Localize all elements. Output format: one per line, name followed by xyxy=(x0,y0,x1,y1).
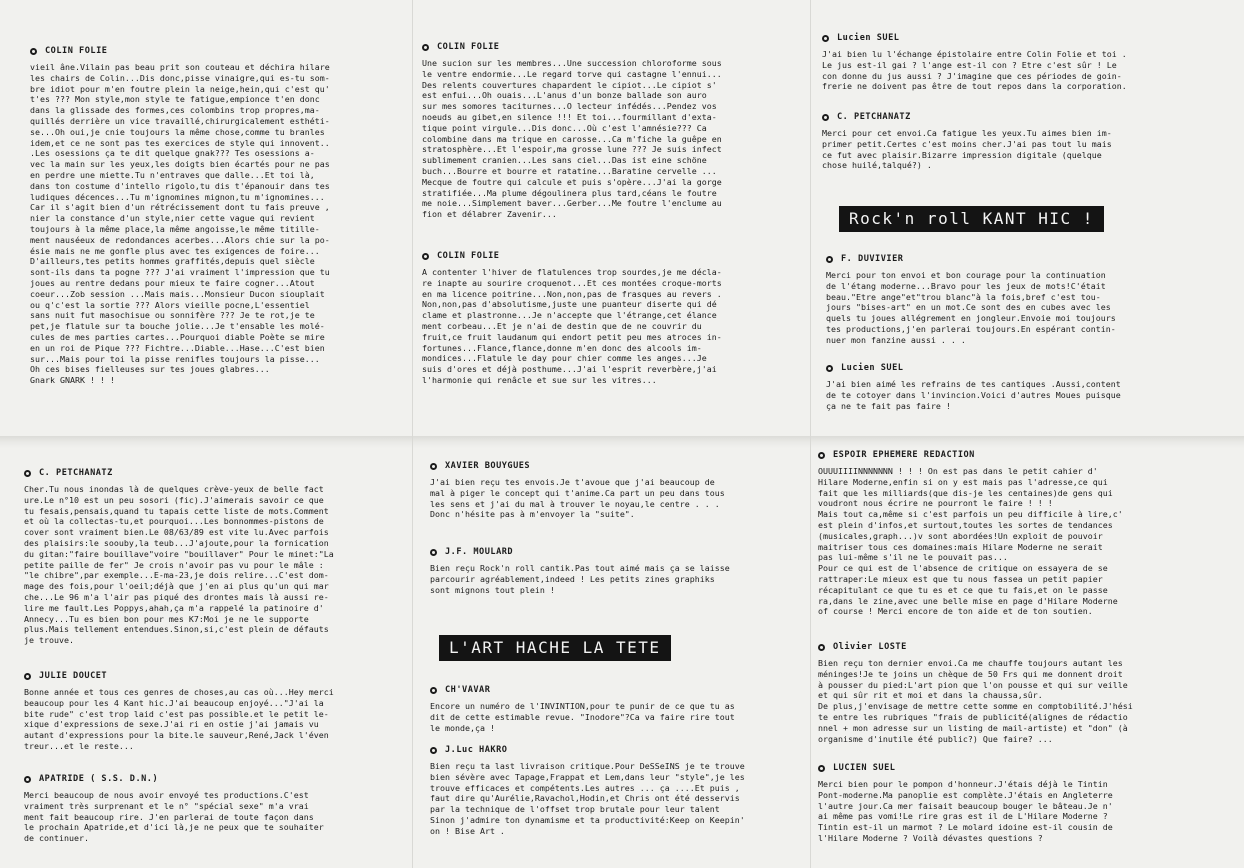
letter-text-line: ludiques décences...Tu m'ignomines mignon,tu m'ignomines... xyxy=(30,191,325,202)
letter-body xyxy=(826,270,1116,346)
letter-body xyxy=(430,477,725,520)
letter-text-line: les chairs de Colin...Dis donc,pisse vinaigre,qui es-tu som- xyxy=(30,72,330,83)
letter-text-line: De plus,j'envisage de mettre cette somme en comptobilité.J'hési xyxy=(818,701,1133,712)
bullet-circle-icon xyxy=(826,256,833,263)
letter-text-line: de continuer. xyxy=(24,833,89,844)
letter-body xyxy=(818,658,1133,744)
letter-text-line: bre idiot pour m'en foutre plein la neige,hein,qui c'est qu' xyxy=(30,83,330,94)
letter-text-line: toujours à la même place,la même angoisse,le même titille- xyxy=(30,223,320,234)
letter-text-line: xique d'expressions de sexe.J'ai ri en ostie j'ai jamais vu xyxy=(24,719,319,730)
entry-header xyxy=(24,466,334,480)
letter-text-line: nnel + mon adresse sur un listing de mail-artiste) et "don" (à xyxy=(818,722,1128,733)
letter-text-line: Encore un numéro de l'INVINTION,pour te punir de ce que tu as xyxy=(430,701,735,711)
letter-text-line: et qui sûr rit et moi et dans la chaussa,sûr. xyxy=(818,690,1043,701)
letter-text-line: fion et délabrer Zavenir... xyxy=(422,209,557,220)
bullet-circle-icon xyxy=(422,44,429,51)
correspondent-name: APATRIDE ( S.S. D.N.) xyxy=(39,774,159,784)
bullet-circle-icon xyxy=(30,48,37,55)
letter-body xyxy=(430,701,735,733)
letter-text-line: ésie mais ne me gonfle plus avec tes exigences de foire... xyxy=(30,245,320,256)
letter-text-line: J'ai bien lu l'échange épistolaire entre Colin Folie et toi . xyxy=(822,49,1127,59)
letter-text-line: bien sévère avec Tapage,Frappat et Lem,dans leur "style",je les xyxy=(430,771,745,782)
letter-text-line: nier la constance d'un style,nier cette vague qui revient xyxy=(30,213,315,224)
letter-body xyxy=(430,563,730,595)
letter-text-line: of course ! Merci encore de ton aide et de ton soutien. xyxy=(818,606,1093,617)
letter-text-line: primer petit.Certes c'est moins cher.J'ai pas tout lu mais xyxy=(822,138,1112,149)
letter-text-line: vieil âne.Vilain pas beau prit son couteau et déchira hilare xyxy=(30,62,330,72)
entry-header xyxy=(430,683,735,697)
letter-body xyxy=(30,62,330,386)
letter-text-line: en ma licence poitrine...Non,non,pas de frasques au revers . xyxy=(422,288,722,299)
letter-text-line: des plaisirs:le soouby,la teub...J'ajoute,pour la fornication xyxy=(24,537,329,548)
correspondent-name: ESPOIR EPHEMERE REDACTION xyxy=(833,450,975,460)
letter-entry xyxy=(826,361,1121,411)
letter-text-line: OUUUIIIINNNNNNN ! ! ! On est pas dans le petit cahier d' xyxy=(818,466,1098,476)
letter-text-line: le ventre endormie...Le regard torve qui castagne l'ennui... xyxy=(422,68,722,79)
letter-text-line: en un roi de Pique ??? Fichtre...Diable...Hase...C'est bien xyxy=(30,342,325,353)
letter-text-line: maitriser tous ces domaines:mais Hilare Moderne ne serait xyxy=(818,541,1103,552)
correspondent-name: LUCIEN SUEL xyxy=(833,763,896,773)
entry-header xyxy=(822,31,1127,45)
letter-text-line: l'autre jour.Ca mer faisait beaucoup bouger le bâteau.Je n' xyxy=(818,800,1113,811)
letter-text-line: autant d'expressions pour la bite.le sauveur,René,Jack l'éven xyxy=(24,730,329,741)
letter-text-line: A contenter l'hiver de flatulences trop sourdes,je me décla- xyxy=(422,267,722,277)
correspondent-name: COLIN FOLIE xyxy=(437,42,500,52)
letter-text-line: te entre les rubriques "frais de publicité(alignes de rédactio xyxy=(818,711,1128,722)
letter-text-line: bite rude" c'est trop laid c'est pas possible.et le petit le- xyxy=(24,708,329,719)
letter-text-line: stratosphère...Et l'espoir,ma grosse lune ??? Je suis infect xyxy=(422,144,722,155)
letter-text-line: re inapte au sourire croquenot...Et ces montées croque-morts xyxy=(422,277,722,288)
letter-text-line: trouve efficaces et compétents.Les autres ... ça ....Et puis , xyxy=(430,782,740,793)
letter-text-line: .Les osessions ça te dit quelque gnak??? Tes osessions a- xyxy=(30,148,315,159)
letter-text-line: dans ton costume d'intello rigolo,tu dis t'épanouir dans tes xyxy=(30,180,330,191)
letter-text-line: pet,je flatule sur ta bouche jolie...Je t'ensable les molé- xyxy=(30,321,325,332)
letter-entry xyxy=(430,459,725,520)
correspondent-name: C. PETCHANATZ xyxy=(837,112,911,122)
bullet-circle-icon xyxy=(818,765,825,772)
letter-text-line: l'Hilare Moderne ? Voilà dévastes questions ? xyxy=(818,832,1043,843)
letter-text-line: ra,dans le zine,avec une belle mise en page d'Hilare Moderne xyxy=(818,595,1118,606)
letter-text-line: Des relents couvertures chapardent le cipiot...Le cipiot s' xyxy=(422,79,717,90)
letter-text-line: tique point virgule...Dis donc...Où c'est l'amnésie??? Ca xyxy=(422,122,707,133)
entry-header xyxy=(818,761,1113,775)
letter-text-line: méninges!Je te joins un chèque de 50 Frs qui me donnent droit xyxy=(818,668,1123,679)
letter-text-line: Merci pour ton envoi et bon courage pour la continuation xyxy=(826,270,1106,280)
letter-body xyxy=(430,761,745,837)
entry-header xyxy=(818,448,1123,462)
letter-text-line: Merci pour cet envoi.Ca fatigue les yeux.Tu aimes bien im- xyxy=(822,128,1112,138)
bullet-circle-icon xyxy=(422,253,429,260)
entry-header xyxy=(422,249,722,263)
letter-text-line: Cher.Tu nous inondas là de quelques crève-yeux de belle fact xyxy=(24,484,324,494)
letter-text-line: ça ne te fait pas faire ! xyxy=(826,400,951,411)
letter-body xyxy=(24,687,334,752)
letter-entry xyxy=(24,466,334,646)
letter-text-line: Oh ces bises fielleuses sur tes joues glabres... xyxy=(30,364,270,375)
letter-text-line: beaucoup pour les 4 Kant hic.J'ai beaucoup enjoyé..."J'ai la xyxy=(24,697,324,708)
correspondent-name: F. DUVIVIER xyxy=(841,254,904,264)
letter-entry xyxy=(822,31,1127,92)
entry-header xyxy=(430,743,745,757)
entry-header xyxy=(24,669,334,683)
correspondent-name: JULIE DOUCET xyxy=(39,671,108,681)
letter-entry xyxy=(24,669,334,752)
letter-text-line: jours "bises-art" en un mot.Ce sont des en cubes avec les xyxy=(826,302,1111,313)
letter-text-line: frerie ne doivent pas être de tout repos dans la corporation. xyxy=(822,81,1127,92)
letter-text-line: cover sont vraiment bien.Le 08/63/89 est vite lu.Avec parfois xyxy=(24,527,329,538)
bullet-circle-icon xyxy=(826,365,833,372)
letter-text-line: plus.Mais tellement entendues.Sinon,si,c'est plein de défauts xyxy=(24,624,329,635)
letter-text-line: dans la glissade des formes,ces colombins trop propres,ma- xyxy=(30,105,320,116)
letter-text-line: vec la main sur les yeux,les doigts bien écartés pour ne pas xyxy=(30,159,330,170)
letter-text-line: Annecy...Tu es bien bon pour mes K7:Moi je ne le supporte xyxy=(24,613,309,624)
letter-entry xyxy=(818,640,1133,744)
letter-entry xyxy=(818,448,1123,617)
letter-body xyxy=(818,779,1113,844)
letter-text-line: joues au rentre dedans pour mieux te faire cogner...Atout xyxy=(30,277,315,288)
letter-text-line: Gnark GNARK ! ! ! xyxy=(30,375,115,386)
letter-text-line: le monde,ça ! xyxy=(430,722,495,733)
entry-header xyxy=(430,545,730,559)
letter-text-line: Bien reçu Rock'n roll cantik.Pas tout aimé mais ça se laisse xyxy=(430,563,730,573)
letter-text-line: Mecque de foutre qui calcule et puis s'opère...J'ai la gorge xyxy=(422,176,722,187)
correspondent-name: J.Luc HAKRO xyxy=(445,745,508,755)
letter-text-line: me noie...Simplement baver...Gerber...Me foutre l'enclume au xyxy=(422,198,722,209)
bullet-circle-icon xyxy=(430,463,437,470)
letter-text-line: mal à piger le concept qui t'anime.Ca part un peu dans tous xyxy=(430,487,725,498)
letter-text-line: Hilare Moderne,enfin si on y est mais pas l'adresse,ce qui xyxy=(818,476,1108,487)
bullet-circle-icon xyxy=(24,470,31,477)
bullet-circle-icon xyxy=(818,644,825,651)
letter-text-line: Donc n'hésite pas à m'envoyer la "suite". xyxy=(430,509,635,520)
bullet-circle-icon xyxy=(822,114,829,121)
letter-text-line: Bien reçu ta last livraison critique.Pour DeSSeINS je te trouve xyxy=(430,761,745,771)
letter-text-line: tu fesais,pensais,quand tu tapais cette liste de mots.Comment xyxy=(24,505,329,516)
correspondent-name: Olivier LOSTE xyxy=(833,642,907,652)
letter-body xyxy=(826,379,1121,411)
letter-text-line: nuer mon fanzine aussi . . . xyxy=(826,334,966,345)
letter-text-line: faut dire qu'Aurélie,Ravachol,Hodin,et Chris ont été desservis xyxy=(430,793,740,804)
letter-text-line: voudront nous écrire ne pourront le faire ! ! ! xyxy=(818,498,1053,509)
letter-text-line: Sinon j'admire ton dynamisme et ta productivité:Keep on Keepin' xyxy=(430,814,745,825)
letter-text-line: stratifiée...Ma plume dégoulinera plus tard,céans le foutre xyxy=(422,187,717,198)
letter-text-line: récapitulant ce que tu es et ce que tu fais,et on le passe xyxy=(818,584,1108,595)
correspondent-name: C. PETCHANATZ xyxy=(39,468,113,478)
letter-entry xyxy=(422,249,722,386)
letter-entry xyxy=(422,40,722,220)
letter-text-line: sur mes somores taciturnes...O lecteur infédés...Pendez vos xyxy=(422,101,717,112)
letter-text-line: cules de mes parties cartes...Pourquoi diable Poète se mire xyxy=(30,331,325,342)
letter-text-line: treur...et le reste... xyxy=(24,740,134,751)
letter-text-line: tes productions,j'en parlerai toujours.En espérant contin- xyxy=(826,323,1116,334)
letter-body xyxy=(822,49,1127,92)
letter-text-line: idem,et ce ne sont pas tes exercices de style qui innovent.. xyxy=(30,137,330,148)
entry-header xyxy=(822,110,1112,124)
letter-text-line: les sens et j'ai du mal à trouver le noyau,le centre . . . xyxy=(430,498,720,509)
letter-text-line: se...Oh oui,je cnie toujours la même chose,comme tu branles xyxy=(30,126,325,137)
column-divider xyxy=(810,0,811,868)
letter-text-line: (musicales,graph...)v sont abordées!Un exploit de pouvoir xyxy=(818,530,1103,541)
letter-text-line: Merci bien pour le pompon d'honneur.J'étais déjà le Tintin xyxy=(818,779,1108,789)
letter-text-line: dit de cette estimable revue. "Inodore"?Ca va faire rire tout xyxy=(430,711,735,722)
letter-text-line: ment nauséeux de redondances acerbes...Alors chie sur la po- xyxy=(30,234,330,245)
letter-entry xyxy=(24,772,324,844)
letter-text-line: Merci beaucoup de nous avoir envoyé tes productions.C'est xyxy=(24,790,309,800)
letter-text-line: D'ailleurs,tes petits hommes graffités,depuis quel siècle xyxy=(30,256,315,267)
letter-text-line: quillés derrière un vice travaillé,chirurgicalement esthéti- xyxy=(30,115,330,126)
letter-text-line: che...Le 96 m'a l'air pas piqué des drontes mais là aussi re- xyxy=(24,591,329,602)
art-banner: L'ART HACHE LA TETE xyxy=(439,635,671,661)
letter-entry xyxy=(822,110,1112,171)
letter-text-line: J'ai bien aimé les refrains de tes cantiques .Aussi,content xyxy=(826,379,1121,389)
letter-text-line: fait que les milliards(que dis-je les centaines)de gens qui xyxy=(818,487,1113,498)
bullet-circle-icon xyxy=(430,747,437,754)
letter-entry xyxy=(818,761,1113,844)
correspondent-name: Lucien SUEL xyxy=(841,363,904,373)
letter-text-line: est plein d'infos,et surtout,toutes les sortes de tendances xyxy=(818,519,1113,530)
correspondent-name: COLIN FOLIE xyxy=(437,251,500,261)
letter-text-line: Le jus est-il gai ? l'ange est-il con ? Etre c'est sûr ! Le xyxy=(822,59,1117,70)
entry-header xyxy=(826,361,1121,375)
letter-text-line: beau."Etre ange"et"trou blanc"à la fois,bref c'est tou- xyxy=(826,291,1101,302)
letter-text-line: du gitan:"faire bouillave"voire "bouillaver" Pour le minet:"La xyxy=(24,548,334,559)
letter-text-line: parcourir agréablement,indeed ! Les petits zines graphiks xyxy=(430,573,715,584)
letter-text-line: sont-ils dans ta pogne ??? J'ai vraiment l'impression que tu xyxy=(30,267,330,278)
letter-text-line: con donne du jus aussi ? J'imagine que ces périodes de goin- xyxy=(822,70,1122,81)
letter-text-line: ce fut avec plaisir.Bizarre impression digitale (quelque xyxy=(822,149,1102,160)
letter-body xyxy=(422,58,722,220)
letter-text-line: on ! Bise Art . xyxy=(430,825,505,836)
rocknroll-banner: Rock'n roll KANT HIC ! xyxy=(839,206,1104,232)
letter-text-line: par la technique de l'offset trop brutale pour leur talent xyxy=(430,804,720,815)
letter-text-line: "le chibre",par exemple...E-ma-23,je dois relire...C'est dom- xyxy=(24,570,329,581)
letter-text-line: vraiment très surprenant et le n° "spécial sexe" m'a vrai xyxy=(24,800,309,811)
letter-text-line: t'es ??? Mon style,mon style te fatigue,empionce t'en donc xyxy=(30,94,320,105)
letter-text-line: petite paille de fer" Je crois n'avoir pas vu pour le mâle : xyxy=(24,559,324,570)
letter-text-line: fortunes...Flance,flance,donne m'en donc des alcools im- xyxy=(422,342,702,353)
letter-text-line: est enfui...Oh ouais...L'anus d'un bonze ballade son auro xyxy=(422,90,707,101)
letter-text-line: à pousser du pied:L'art pion que l'on pousse et qui sur veille xyxy=(818,679,1128,690)
page-fold xyxy=(0,436,1244,448)
letter-text-line: Pour ce qui est de l'absence de critique on essayera de se xyxy=(818,563,1108,574)
letter-text-line: ai même pas vomi!Le rire gras est il de L'Hilare Moderne ? xyxy=(818,811,1108,822)
letter-text-line: Car il s'agit bien d'un rétrécissement dont tu fais preuve , xyxy=(30,202,330,213)
letter-text-line: ure.Le n°10 est un peu sosori (fic).J'aimerais savoir ce que xyxy=(24,494,324,505)
entry-header xyxy=(826,252,1116,266)
correspondent-name: CH'VAVAR xyxy=(445,685,491,695)
letter-text-line: le prochain Apatride,et d'ici là,je ne peux que te souhaiter xyxy=(24,822,324,833)
correspondent-name: J.F. MOULARD xyxy=(445,547,514,557)
letter-text-line: organisme d'inutile été public?) Que faire? ... xyxy=(818,733,1053,744)
letter-text-line: en perdre une miette.Tu n'entraves que dalle...Et toi là, xyxy=(30,169,315,180)
letter-body xyxy=(24,790,324,844)
entry-header xyxy=(24,772,324,786)
letter-entry xyxy=(30,44,330,386)
bullet-circle-icon xyxy=(24,673,31,680)
letter-body xyxy=(422,267,722,386)
letter-text-line: ou q'c'est la sortie ??? Alors vieille pocne,L'essentiel xyxy=(30,299,310,310)
letter-text-line: l'harmonie qui renâcle et sue sur les vitres... xyxy=(422,374,657,385)
letter-text-line: Tintin est-il un marmot ? Le molard idoine est-il cousin de xyxy=(818,822,1113,833)
letter-text-line: fruit,ce fruit laudanum qui endort petit peu mes atroces in- xyxy=(422,331,722,342)
letter-text-line: sur...Mais pour toi la pisse renifles toujours la pisse... xyxy=(30,353,320,364)
letter-text-line: J'ai bien reçu tes envois.Je t'avoue que j'ai beaucoup de xyxy=(430,477,715,487)
entry-header xyxy=(422,40,722,54)
bullet-circle-icon xyxy=(430,687,437,694)
letter-text-line: pas lui-même s'il ne le pouvait pas... xyxy=(818,552,1008,563)
letter-text-line: rattraper:Le mieux est que tu nous fassea un petit papier xyxy=(818,573,1103,584)
bullet-circle-icon xyxy=(818,452,825,459)
letter-text-line: colombine dans ma trique en carosse...Ca m'fiche la guêpe en xyxy=(422,133,722,144)
bullet-circle-icon xyxy=(822,35,829,42)
letter-body xyxy=(24,484,334,646)
letter-entry xyxy=(430,743,745,837)
letter-text-line: sublimement cranien...Les sans ciel...Das ist eine schöne xyxy=(422,155,707,166)
letter-text-line: Non,non,pas d'absolutisme,juste une puanteur diserte qui dé xyxy=(422,299,717,310)
column-divider xyxy=(412,0,413,868)
letter-text-line: Bonne année et tous ces genres de choses,au cas où...Hey merci xyxy=(24,687,334,697)
letter-text-line: noeuds au gibet,en silence !!! Et toi...fourmillant d'exta- xyxy=(422,111,717,122)
letter-text-line: coeur...Zob session ...Mais mais...Monsieur Ducon siouplait xyxy=(30,288,325,299)
letter-text-line: Une sucion sur les membres...Une succession chloroforme sous xyxy=(422,58,722,68)
letter-text-line: chose huilé,talqué?) . xyxy=(822,160,932,171)
letter-entry xyxy=(826,252,1116,346)
letter-text-line: je trouve. xyxy=(24,635,74,646)
letter-text-line: ment fait beaucoup rire. J'en parlerai de toute façon dans xyxy=(24,811,314,822)
letter-text-line: suis d'ores et déjà posthume...J'ai l'esprit reverbère,j'ai xyxy=(422,364,717,375)
correspondent-name: Lucien SUEL xyxy=(837,33,900,43)
entry-header xyxy=(818,640,1133,654)
letter-text-line: Bien reçu ton dernier envoi.Ca me chauffe toujours autant les xyxy=(818,658,1123,668)
letter-text-line: sont mignons tout plein ! xyxy=(430,584,555,595)
entry-header xyxy=(430,459,725,473)
correspondent-name: COLIN FOLIE xyxy=(45,46,108,56)
letter-text-line: quels tu joues allégrement en jongleur.Envoie moi toujours xyxy=(826,313,1116,324)
letter-text-line: mage des fois,pour l'oeil;déjà que j'en ai plus qu'un qui mar xyxy=(24,581,329,592)
letter-text-line: buch...Bourre et bourre et ratatine...Baratine cervelle ... xyxy=(422,165,717,176)
letter-text-line: de l'étang moderne...Bravo pour les jeux de mots!C'était xyxy=(826,280,1106,291)
letter-entry xyxy=(430,545,730,595)
letter-text-line: lire me fault.Les Poppys,ahah,ça m'a rappelé la patinoire d' xyxy=(24,602,324,613)
correspondent-name: XAVIER BOUYGUES xyxy=(445,461,531,471)
bullet-circle-icon xyxy=(24,776,31,783)
letter-body xyxy=(818,466,1123,617)
entry-header xyxy=(30,44,330,58)
letter-body xyxy=(822,128,1112,171)
letter-entry xyxy=(430,683,735,733)
letter-text-line: Mais tout ca,même si c'est parfois un peu difficile à lire,c' xyxy=(818,509,1123,520)
letter-text-line: sans nuit fut masochisue ou sonnifère ??? Je te rot,je te xyxy=(30,310,315,321)
letter-text-line: et où la collectas-tu,et pourquoi...Les bonnommes-pistons de xyxy=(24,516,324,527)
letter-text-line: clame et plastronne...Je n'accepte que l'étrange,cet élance xyxy=(422,310,717,321)
letter-text-line: ment corbeau...Et je n'ai de destin que de ne couvrir du xyxy=(422,320,702,331)
letter-text-line: Pont-moderne.Ma panoplie est complète.J'étais en Angleterre xyxy=(818,789,1113,800)
letter-text-line: de te cotoyer dans l'invincion.Voici d'autres Moues puisque xyxy=(826,389,1121,400)
letter-text-line: mondices...Flatule le day pour chier comme les anges...Je xyxy=(422,353,707,364)
bullet-circle-icon xyxy=(430,549,437,556)
